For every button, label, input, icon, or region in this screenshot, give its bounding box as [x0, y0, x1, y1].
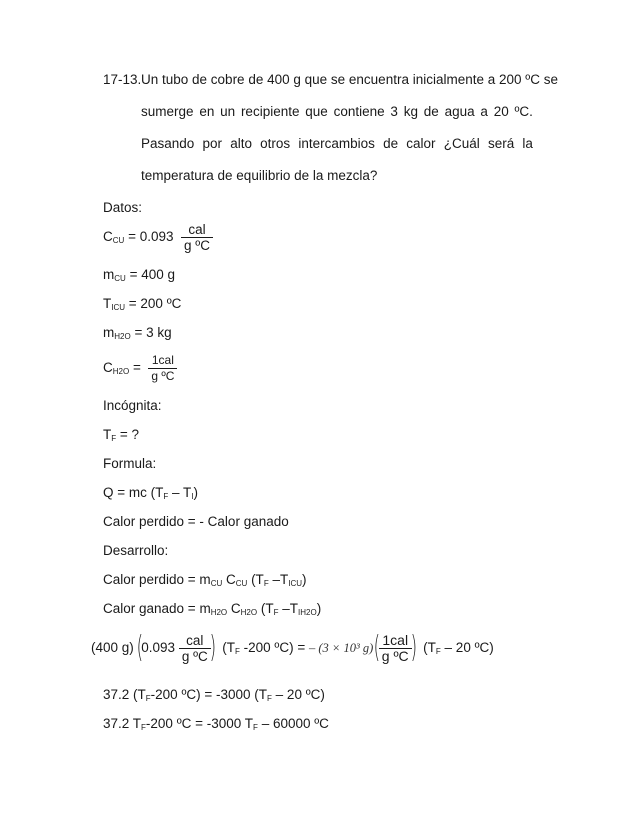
word: calor — [406, 136, 436, 151]
eq-mid-b: -200 ºC) = — [239, 640, 306, 656]
eq-right-num: 1cal — [379, 633, 412, 649]
step2-sub1: F — [141, 723, 146, 732]
ganado-b: C — [227, 601, 241, 616]
step1-sub1: F — [145, 694, 151, 703]
q-part-a: Q = mc (T — [103, 485, 164, 500]
ganado-s2: H2O — [240, 608, 258, 617]
calor-ganado-line — [103, 601, 321, 617]
eq-right-den: g ºC — [381, 647, 409, 664]
eq-close-paren-1: ) — [209, 630, 216, 666]
step-1 — [103, 687, 325, 703]
ganado-s3: F — [273, 608, 279, 617]
ganado-a: Calor ganado = m — [103, 601, 211, 616]
ganado-d: –T — [278, 601, 299, 616]
word: ºC. — [514, 104, 533, 119]
datos-heading: Datos: — [103, 200, 143, 215]
t-icu-symbol: T — [103, 296, 112, 311]
word: ¿Cuál — [443, 136, 480, 151]
m-h2o-sub: H2O — [114, 332, 131, 341]
eq-mid-sub: F — [235, 647, 240, 657]
perdido-a: Calor perdido = m — [103, 572, 211, 587]
perdido-c: (T — [247, 572, 264, 587]
formula-calor: Calor perdido = - Calor ganado — [103, 514, 289, 529]
step2-b: -200 ºC = -3000 T — [145, 716, 254, 731]
q-part-c: ) — [193, 485, 199, 500]
problem-line-4: temperatura de equilibrio de la mezcla? — [141, 168, 378, 183]
data-c-h2o — [103, 352, 177, 384]
c-h2o-numerator: 1cal — [148, 353, 177, 369]
word: 3 — [390, 104, 398, 119]
t-icu-sub: ICU — [111, 303, 126, 312]
t-icu-value: = 200 ºC — [125, 296, 182, 311]
c-cu-denominator: g ºC — [184, 237, 210, 253]
q-part-b: – T — [168, 485, 192, 500]
eq-end-sub: F — [435, 647, 441, 657]
word: otros — [260, 136, 291, 151]
eq-left-mass: (400 g) — [91, 640, 134, 656]
m-h2o-symbol: m — [103, 325, 115, 340]
word: contiene — [333, 104, 385, 119]
word: por — [202, 136, 222, 151]
main-equation — [91, 628, 494, 668]
eq-end — [423, 628, 494, 668]
word: de — [423, 104, 439, 119]
eq-close-paren-2: ) — [410, 630, 417, 666]
c-h2o-fraction — [148, 353, 177, 384]
incognita-tf — [103, 427, 139, 443]
problem-line-1: Un tubo de cobre de 400 g que se encuentra inicialmente a 200 ºC se — [141, 72, 558, 87]
eq-left-num: cal — [179, 633, 211, 649]
perdido-d: –T — [268, 572, 289, 587]
m-cu-sub: CU — [114, 274, 126, 283]
perdido-b: C — [222, 572, 236, 587]
eq-right-mass: – (3 × 10³ g) — [309, 641, 374, 656]
calor-perdido-line — [103, 572, 307, 588]
word: un — [220, 104, 236, 119]
problem-line-3 — [141, 136, 533, 152]
eq-open-paren-2: ( — [373, 630, 381, 666]
word: agua — [444, 104, 475, 119]
perdido-s2: CU — [235, 579, 248, 588]
problem-number: 17-13. — [103, 72, 142, 87]
q-sub-i: I — [191, 492, 194, 501]
m-cu-value: = 400 g — [125, 267, 175, 282]
c-cu-eq: = 0.093 — [124, 229, 178, 244]
incognita-heading: Incógnita: — [103, 398, 162, 413]
eq-left-coef: 0.093 — [141, 640, 176, 656]
word: sumerge — [141, 104, 194, 119]
ganado-e: ) — [316, 601, 322, 616]
formula-q — [103, 485, 198, 501]
perdido-s3: F — [263, 579, 269, 588]
perdido-s1: CU — [210, 579, 223, 588]
word: recipiente — [240, 104, 300, 119]
word: que — [305, 104, 328, 119]
data-m-cu — [103, 267, 175, 283]
step1-c: – 20 ºC) — [271, 687, 325, 702]
c-cu-numerator: cal — [181, 222, 213, 238]
c-cu-sub: CU — [112, 236, 125, 245]
word: en — [199, 104, 215, 119]
step-2 — [103, 716, 329, 732]
c-cu-fraction — [181, 222, 213, 253]
word: 20 — [493, 104, 509, 119]
eq-mid — [222, 628, 305, 668]
data-c-cu — [103, 221, 213, 253]
q-sub-f: F — [163, 492, 169, 501]
tf-sub: F — [111, 434, 117, 443]
step2-c: – 60000 ºC — [257, 716, 329, 731]
m-cu-symbol: m — [103, 267, 115, 282]
eq-mid-a: (T — [222, 640, 236, 656]
ganado-s4: IH2O — [298, 608, 317, 617]
m-h2o-value: = 3 kg — [130, 325, 172, 340]
tf-value: = ? — [116, 427, 140, 442]
step1-a: 37.2 (T — [103, 687, 146, 702]
step1-sub2: F — [267, 694, 272, 703]
eq-left-den: g ºC — [181, 648, 208, 664]
c-h2o-denominator: g ºC — [151, 368, 175, 383]
c-h2o-symbol: C — [103, 360, 113, 375]
eq-right-fraction — [379, 633, 412, 664]
word: la — [522, 136, 533, 151]
eq-end-b: – 20 ºC) — [440, 640, 494, 656]
perdido-e: ) — [302, 572, 307, 587]
eq-left-fraction — [179, 633, 211, 664]
word: será — [487, 136, 515, 151]
word: a — [480, 104, 488, 119]
problem-line-2 — [141, 104, 533, 120]
ganado-s1: H2O — [210, 608, 228, 617]
data-m-h2o — [103, 325, 172, 341]
data-t-icu — [103, 296, 181, 312]
tf-symbol: T — [103, 427, 112, 442]
c-h2o-eq: = — [129, 360, 145, 375]
word: Pasando — [141, 136, 195, 151]
eq-open-paren-1: ( — [136, 630, 143, 666]
word: de — [383, 136, 399, 151]
step2-a: 37.2 T — [103, 716, 142, 731]
ganado-c: (T — [257, 601, 274, 616]
step1-b: -200 ºC) = -3000 (T — [150, 687, 268, 702]
word: intercambios — [298, 136, 375, 151]
c-cu-symbol: C — [103, 229, 113, 244]
desarrollo-heading: Desarrollo: — [103, 543, 169, 558]
word: alto — [230, 136, 252, 151]
eq-end-a: (T — [423, 640, 436, 656]
perdido-s4: ICU — [288, 579, 302, 588]
formula-heading: Formula: — [103, 456, 157, 471]
c-h2o-sub: H2O — [112, 367, 130, 376]
word: kg — [403, 104, 418, 119]
step2-sub2: F — [253, 723, 258, 732]
